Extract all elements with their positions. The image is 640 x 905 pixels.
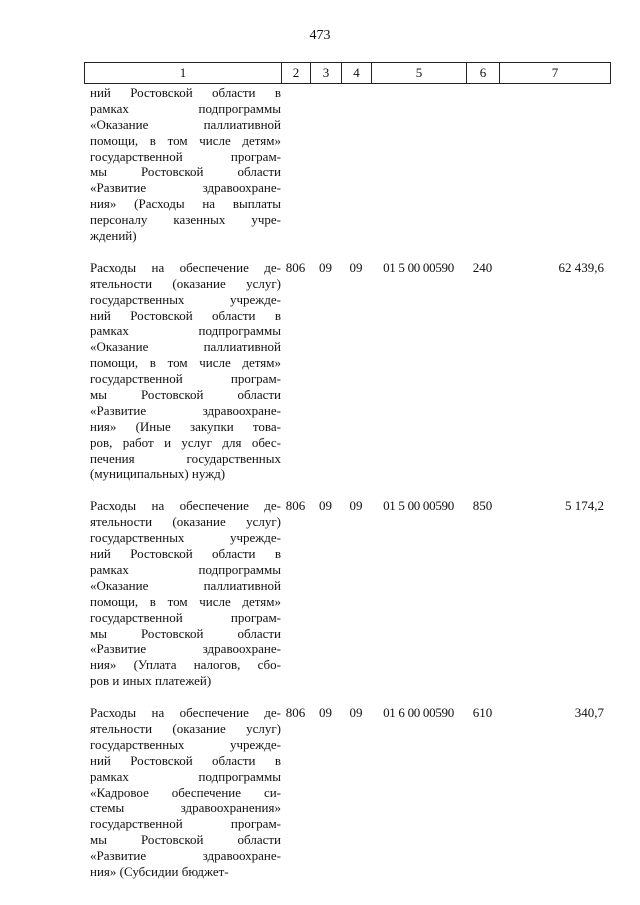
description-line: государственных учрежде-	[90, 530, 281, 546]
description-line: ятельности (оказание услуг)	[90, 720, 281, 736]
table-row	[84, 260, 610, 482]
description-line: ятельности (оказание услуг)	[90, 275, 281, 291]
target-article-code	[371, 85, 466, 244]
column-header-row	[84, 62, 611, 84]
description-line: персоналу казенных учре-	[90, 212, 281, 228]
row-separator	[84, 244, 610, 260]
description-line: Расходы на обеспечение де-	[90, 259, 281, 275]
expense-type-code: 240	[472, 259, 493, 275]
description-line: «Оказание паллиативной	[90, 577, 281, 593]
description-line: государственной програм-	[90, 148, 281, 164]
page-number: 473	[309, 28, 331, 43]
description-line: рамках подпрограммы	[90, 323, 281, 339]
description-line: государственной програм-	[90, 609, 281, 625]
section-code: 09	[319, 259, 332, 275]
description-line: ний Ростовской области в	[90, 752, 281, 768]
description-line: рамках подпрограммы	[90, 561, 281, 577]
description-line: помощи, в том числе детям»	[90, 593, 281, 609]
description-line: Расходы на обеспечение де-	[90, 498, 281, 514]
expense-type-code	[466, 85, 499, 244]
column-header: 4	[342, 63, 372, 84]
description-line: ждений)	[90, 228, 137, 244]
description-line: «Кадровое обеспечение си-	[90, 784, 281, 800]
ministry-code	[281, 85, 310, 244]
table-row	[84, 498, 610, 689]
description-line: «Развитие здравоохране-	[90, 848, 281, 864]
section-code	[310, 85, 341, 244]
description-line: ров и иных платежей)	[90, 673, 212, 689]
description-line: «Развитие здравоохране-	[90, 180, 281, 196]
table-row	[84, 85, 610, 244]
description-line: ния» (Уплата налогов, сбо-	[90, 657, 281, 673]
description-line: рамках подпрограммы	[90, 768, 281, 784]
description-line: ния» (Иные закупки това-	[90, 418, 281, 434]
subsection-code	[341, 85, 371, 244]
description-line: печения государственных	[90, 450, 281, 466]
subsection-code: 09	[349, 705, 363, 721]
ministry-code: 806	[285, 498, 306, 514]
target-article-code: 01 6 00 00590	[383, 705, 454, 721]
description-line: государственных учрежде-	[90, 736, 281, 752]
description-line: ний Ростовской области в	[90, 85, 281, 100]
description-line: рамках подпрограммы	[90, 100, 281, 116]
budget-table-body	[84, 85, 610, 880]
description-line: ний Ростовской области в	[90, 307, 281, 323]
ministry-code: 806	[285, 259, 306, 275]
column-header: 5	[372, 63, 467, 84]
description-line: ятельности (оказание услуг)	[90, 514, 281, 530]
target-article-code: 01 5 00 00590	[383, 498, 454, 514]
amount: 5 174,2	[565, 498, 604, 514]
description-line: помощи, в том числе детям»	[90, 132, 281, 148]
description-line: (муниципальных) нужд)	[90, 466, 226, 482]
column-header: 1	[85, 63, 282, 84]
description-line: мы Ростовской области	[90, 164, 281, 180]
row-separator	[84, 482, 610, 498]
description-line: мы Ростовской области	[90, 832, 281, 848]
row-description	[84, 705, 281, 880]
description-line: «Развитие здравоохране-	[90, 641, 281, 657]
table-row	[84, 705, 610, 880]
description-line: государственной програм-	[90, 816, 281, 832]
expense-type-code: 850	[472, 498, 493, 514]
section-code: 09	[319, 705, 332, 721]
description-line: ний Ростовской области в	[90, 546, 281, 562]
description-line: ров, работ и услуг для обес-	[90, 434, 281, 450]
ministry-code: 806	[285, 705, 306, 721]
amount: 62 439,6	[558, 259, 604, 275]
section-code: 09	[319, 498, 332, 514]
expense-type-code: 610	[472, 705, 493, 721]
description-line: государственных учрежде-	[90, 291, 281, 307]
description-line: помощи, в том числе детям»	[90, 355, 281, 371]
amount	[499, 85, 610, 244]
column-header: 3	[311, 63, 342, 84]
subsection-code: 09	[349, 259, 363, 275]
amount: 340,7	[574, 705, 604, 721]
description-line: стемы здравоохранения»	[90, 800, 281, 816]
description-line: государственной програм-	[90, 371, 281, 387]
column-header: 2	[282, 63, 311, 84]
row-description	[84, 85, 281, 244]
description-line: мы Ростовской области	[90, 387, 281, 403]
description-line: «Оказание паллиативной	[90, 339, 281, 355]
target-article-code: 01 5 00 00590	[383, 259, 454, 275]
description-line: ния» (Субсидии бюджет-	[90, 863, 229, 879]
column-header: 6	[467, 63, 500, 84]
description-line: мы Ростовской области	[90, 625, 281, 641]
description-line: «Развитие здравоохране-	[90, 402, 281, 418]
subsection-code: 09	[349, 498, 363, 514]
description-line: «Оказание паллиативной	[90, 116, 281, 132]
row-description	[84, 260, 281, 482]
column-header: 7	[500, 63, 611, 84]
row-separator	[84, 689, 610, 705]
description-line: ния» (Расходы на выплаты	[90, 196, 281, 212]
row-description	[84, 498, 281, 689]
description-line: Расходы на обеспечение де-	[90, 705, 281, 721]
